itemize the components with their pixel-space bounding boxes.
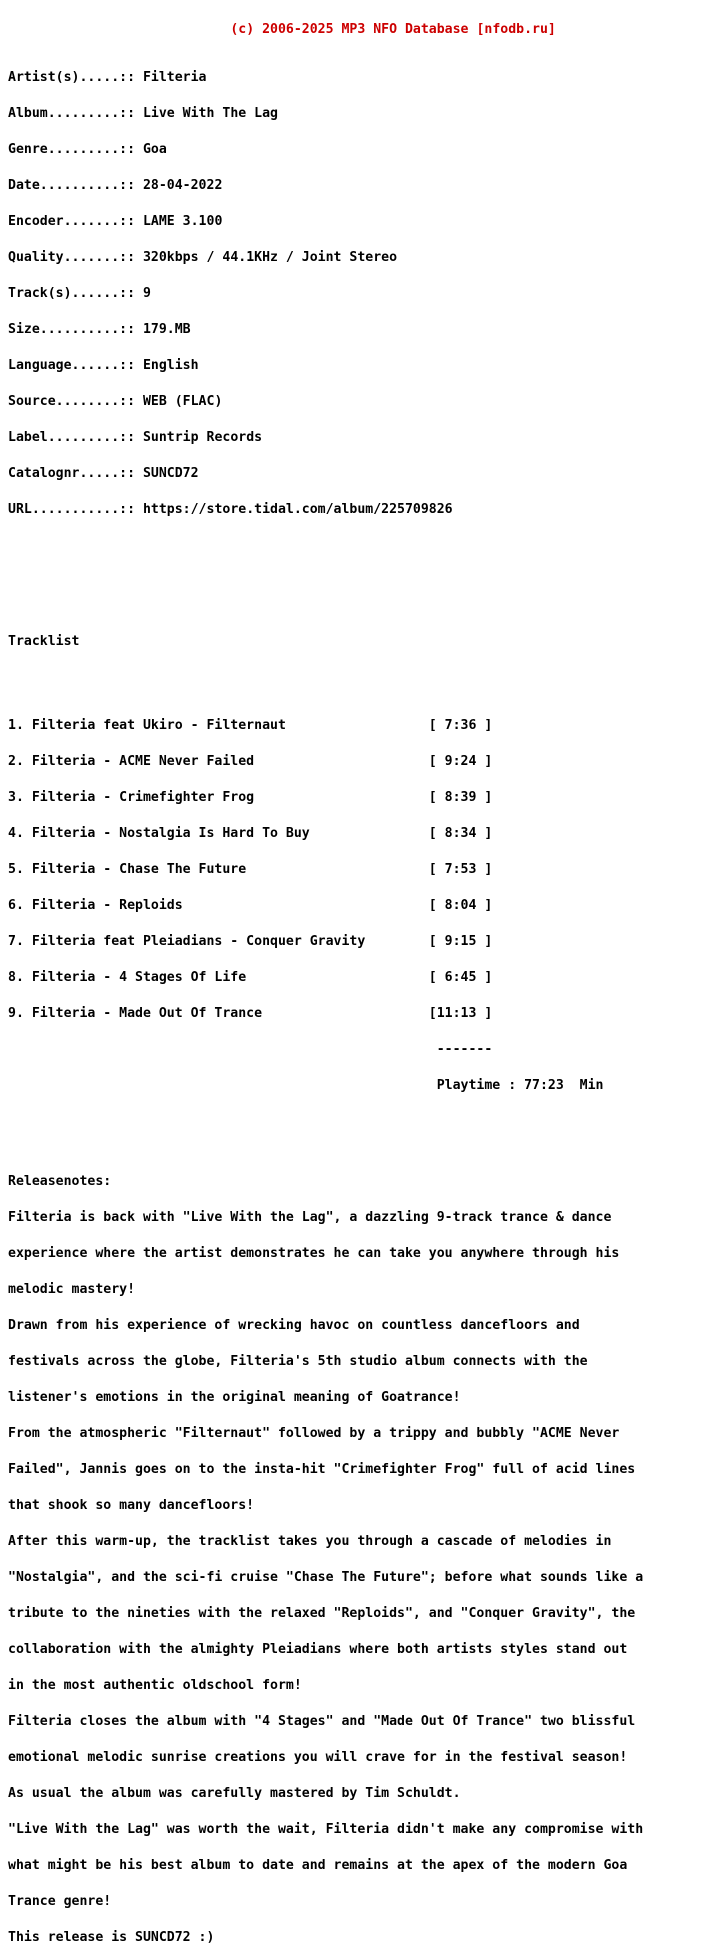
track-row — [8, 828, 643, 840]
info-genre — [8, 144, 643, 156]
info-url — [8, 504, 643, 516]
releasenotes-line: that shook so many dancefloors! — [8, 1498, 255, 1513]
blank-line — [8, 552, 643, 564]
info-label-name — [8, 432, 643, 444]
track-time: [ 7:36 ] — [428, 718, 493, 733]
releasenotes-heading: Releasenotes: — [8, 1174, 112, 1189]
releasenotes-line: After this warm-up, the tracklist takes you through a cascade of melodies in — [8, 1534, 612, 1549]
info-value: 179.MB — [142, 322, 191, 337]
releasenotes-line: tribute to the nineties with the relaxed "Reploids", and "Conquer Gravity", the — [8, 1606, 636, 1621]
info-catalognr — [8, 468, 643, 480]
track-row — [8, 720, 643, 732]
info-tracks — [8, 288, 643, 300]
info-label: URL...........:: — [8, 502, 143, 517]
info-value: Goa — [142, 142, 167, 157]
info-label: Label.........:: — [8, 430, 143, 445]
track-time: [ 8:39 ] — [428, 790, 493, 805]
info-encoder — [8, 216, 643, 228]
releasenotes-line: listener's emotions in the original meaning of Goatrance! — [8, 1390, 461, 1405]
track-row — [8, 972, 643, 984]
track-title: 7. Filteria feat Pleiadians - Conquer Gravity — [8, 934, 429, 949]
track-title: 4. Filteria - Nostalgia Is Hard To Buy — [8, 826, 429, 841]
info-value: 28-04-2022 — [142, 178, 223, 193]
info-label: Album.........:: — [8, 106, 143, 121]
releasenotes-line: emotional melodic sunrise creations you will crave for in the festival season! — [8, 1750, 628, 1765]
info-label: Size..........:: — [8, 322, 143, 337]
track-row — [8, 936, 643, 948]
tracklist-separator: ------- — [8, 1042, 493, 1057]
info-value: Filteria — [142, 70, 207, 85]
info-value: WEB (FLAC) — [142, 394, 223, 409]
info-value: SUNCD72 — [142, 466, 199, 481]
track-row — [8, 864, 643, 876]
info-artist — [8, 72, 643, 84]
track-title: 6. Filteria - Reploids — [8, 898, 429, 913]
releasenotes-line: This release is SUNCD72 :) — [8, 1930, 215, 1945]
track-time: [ 9:24 ] — [428, 754, 493, 769]
blank-line — [8, 588, 643, 600]
track-time: [ 6:45 ] — [428, 970, 493, 985]
track-row — [8, 792, 643, 804]
releasenotes-line: Filteria closes the album with "4 Stages" and "Made Out Of Trance" two blissful — [8, 1714, 636, 1729]
track-time: [ 8:34 ] — [428, 826, 493, 841]
releasenotes-line: in the most authentic oldschool form! — [8, 1678, 302, 1693]
info-language — [8, 360, 643, 372]
info-album — [8, 108, 643, 120]
info-value: Suntrip Records — [142, 430, 263, 445]
track-time: [11:13 ] — [428, 1006, 493, 1021]
track-time: [ 9:15 ] — [428, 934, 493, 949]
track-title: 3. Filteria - Crimefighter Frog — [8, 790, 429, 805]
track-title: 2. Filteria - ACME Never Failed — [8, 754, 429, 769]
releasenotes-line: From the atmospheric "Filternaut" followed by a trippy and bubbly "ACME Never — [8, 1426, 620, 1441]
releasenotes-line: melodic mastery! — [8, 1282, 136, 1297]
info-label: Track(s)......:: — [8, 286, 143, 301]
releasenotes-line: collaboration with the almighty Pleiadians where both artists styles stand out — [8, 1642, 628, 1657]
track-title: 5. Filteria - Chase The Future — [8, 862, 429, 877]
releasenotes-line: experience where the artist demonstrates he can take you anywhere through his — [8, 1246, 620, 1261]
info-value: 9 — [142, 286, 151, 301]
releasenotes-line: As usual the album was carefully mastered by Tim Schuldt. — [8, 1786, 461, 1801]
info-label: Source........:: — [8, 394, 143, 409]
info-value: https://store.tidal.com/album/225709826 — [142, 502, 453, 517]
info-label: Genre.........:: — [8, 142, 143, 157]
releasenotes-line: Filteria is back with "Live With the Lag", a dazzling 9-track trance & dance — [8, 1210, 612, 1225]
nfodb-link[interactable]: (c) 2006-2025 MP3 NFO Database [nfodb.ru] — [230, 22, 556, 37]
info-source — [8, 396, 643, 408]
info-label: Encoder.......:: — [8, 214, 143, 229]
info-value: LAME 3.100 — [142, 214, 223, 229]
releasenotes-line: "Live With the Lag" was worth the wait, Filteria didn't make any compromise with — [8, 1822, 644, 1837]
track-row — [8, 900, 643, 912]
info-value: 320kbps / 44.1KHz / Joint Stereo — [142, 250, 398, 265]
track-time: [ 8:04 ] — [428, 898, 493, 913]
info-label: Quality.......:: — [8, 250, 143, 265]
track-title: 9. Filteria - Made Out Of Trance — [8, 1006, 429, 1021]
info-label: Date..........:: — [8, 178, 143, 193]
releasenotes-line: "Nostalgia", and the sci-fi cruise "Chase The Future"; before what sounds like a — [8, 1570, 644, 1585]
blank-line — [8, 672, 643, 684]
info-size — [8, 324, 643, 336]
info-label: Catalognr.....:: — [8, 466, 143, 481]
releasenotes-line: Drawn from his experience of wrecking havoc on countless dancefloors and — [8, 1318, 580, 1333]
releasenotes-line: Failed", Jannis goes on to the insta-hit "Crimefighter Frog" full of acid lines — [8, 1462, 636, 1477]
nfo-document — [8, 0, 643, 1956]
track-time: [ 7:53 ] — [428, 862, 493, 877]
blank-line — [8, 1128, 643, 1140]
track-title: 1. Filteria feat Ukiro - Filternaut — [8, 718, 429, 733]
track-row — [8, 1008, 643, 1020]
info-date — [8, 180, 643, 192]
releasenotes-line: what might be his best album to date and remains at the apex of the modern Goa — [8, 1858, 628, 1873]
releasenotes-line: festivals across the globe, Filteria's 5th studio album connects with the — [8, 1354, 588, 1369]
track-row — [8, 756, 643, 768]
info-value: English — [142, 358, 199, 373]
info-quality — [8, 252, 643, 264]
info-label: Language......:: — [8, 358, 143, 373]
info-value: Live With The Lag — [142, 106, 278, 121]
info-label: Artist(s).....:: — [8, 70, 143, 85]
track-title: 8. Filteria - 4 Stages Of Life — [8, 970, 429, 985]
playtime-total: Playtime : 77:23 Min — [8, 1078, 604, 1093]
copyright-line — [8, 24, 643, 36]
releasenotes-line: Trance genre! — [8, 1894, 112, 1909]
tracklist-heading: Tracklist — [8, 634, 80, 649]
